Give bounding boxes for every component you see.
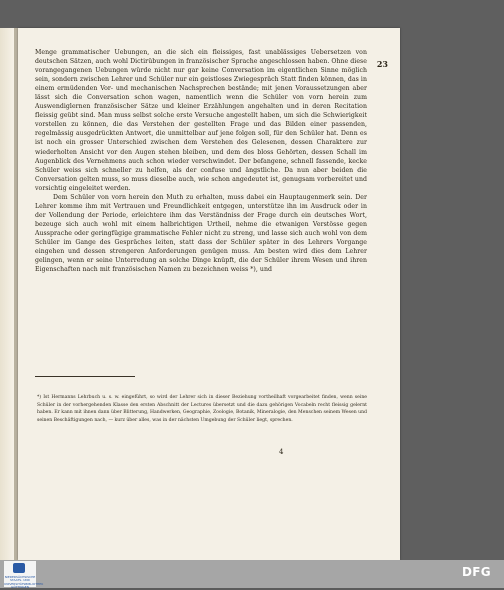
page-body-text (35, 48, 367, 274)
paragraph-1: Menge grammatischer Uebungen, an die sich ein fleissiges, fast unablässiges Uebersetzen von deutschen Sätzen, auch wohl Dictirübungen in französischer Sprache angeschlossen haben. Ohne diese vorangegangenen Uebungen würde nicht nur gar keine Conversation im eigentlichen Sinne möglich sein, sondern zwischen Lehrer und Schüler nur ein geistloses Zwiegespräch Statt finden können, das in einem ermüdenden Vor- und mechanischen Nachsprechen bestände; mit jenen Voraussetzungen aber lässt sich die Conversation schon wagen, namentlich wenn die Schüler von vorn herein zum Auswendiglernen französischer Sätze und kleiner Erzählungen angehalten und in deren Recitation fleissig geübt sind. Man muss selbst solche erste Versuche angestellt haben, um sich die Schwierigkeit vorstellen zu können, die das Verstehen der gestellten Frage und das Bilden einer passenden, regelmässig ausgedrückten Antwort, die unmittelbar auf jene folgen soll, für den Schüler hat. Denn es ist noch ein grosser Unterschied zwischen dem Verstehen des Gelesenen, dessen Charaktere zur wiederholten Ansicht vor den Augen stehen bleiben, und dem des bloss Gehörten, dessen Schall im Augenblick des Vernehmens auch schon wieder verschwindet. Der befangene, schnell fassende, keckе Schüler weiss sich schneller zu helfen, als der confuse und ängstliche. Da nun aber beiden die Conversation gelten muss, so muss dieselbe auch, wie schon angedeutet ist, genugsam vorbereitet und vorsichtig eingeleitet werden. (35, 49, 367, 192)
footnote: *) Ist Hermanns Lehrbuch u. s. w. eingeführt, so wird der Lehrer sich in dieser Beziehung vortheilhaft vorgearbeitet finden, wenn seine Schüler in der vorhergehenden Klasse den ersten Abschnitt der Lectures übersetzt und die dazu gehörigen Vocabeln recht fleissig gelernt haben. Er kann mit ihnen dann über Blitterung, Handwerken, Geographie, Zoologie, Botanik, Mineralogie, den Menschen seinem Wesen und seinen Beschäftigungen nach, — kurz über alles, was in der nächsten Umgebung der Schüler liegt, sprechen. (37, 395, 367, 424)
signature-mark: 4 (279, 448, 284, 456)
library-emblem-icon (13, 563, 25, 573)
library-logo-text: NIEDERSÄCHSISCHE STAATS- UND UNIVERSITÄTSBIBLIOTHEK GÖTTINGEN (4, 575, 44, 590)
footnote-rule (35, 376, 135, 377)
book-spine (0, 28, 14, 560)
paragraph-2: Dem Schüler von vorn herein den Muth zu erhalten, muss dabei ein Hauptaugenmerk sein. Der Lehrer komme ihm mit Vertrauen und Freundlichkeit entgegen, unterstütze ihn im Ausdruck oder in der Vollendung der Periode, erleichtere ihm das Verständniss der Frage durch ein deutsches Wort, bezeuge sich auch wohl mit einem halbrichtigen Urtheil, nehme die etwanigen Verstösse gegen Aussprache oder geringfügige grammatische Fehler nicht zu streng, und lasse sich auch wohl von dem Schüler im Gange des Gespräches leiten, statt dass der Schüler später in des Lehrers Vorgange eingehen und dessen strengeren Anforderungen genügen muss. Am besten wird dies dem Lehrer gelingen, wenn er seine Unterredung an solche Dinge knüpft, die der Schüler ihrem Wesen und ihren Eigenschaften nach mit französischen Namen zu bezeichnen weiss *), und (35, 193, 367, 274)
footer-bar (0, 560, 504, 588)
page-number: 23 (376, 59, 388, 69)
dfg-logo[interactable]: DFG (462, 565, 491, 579)
